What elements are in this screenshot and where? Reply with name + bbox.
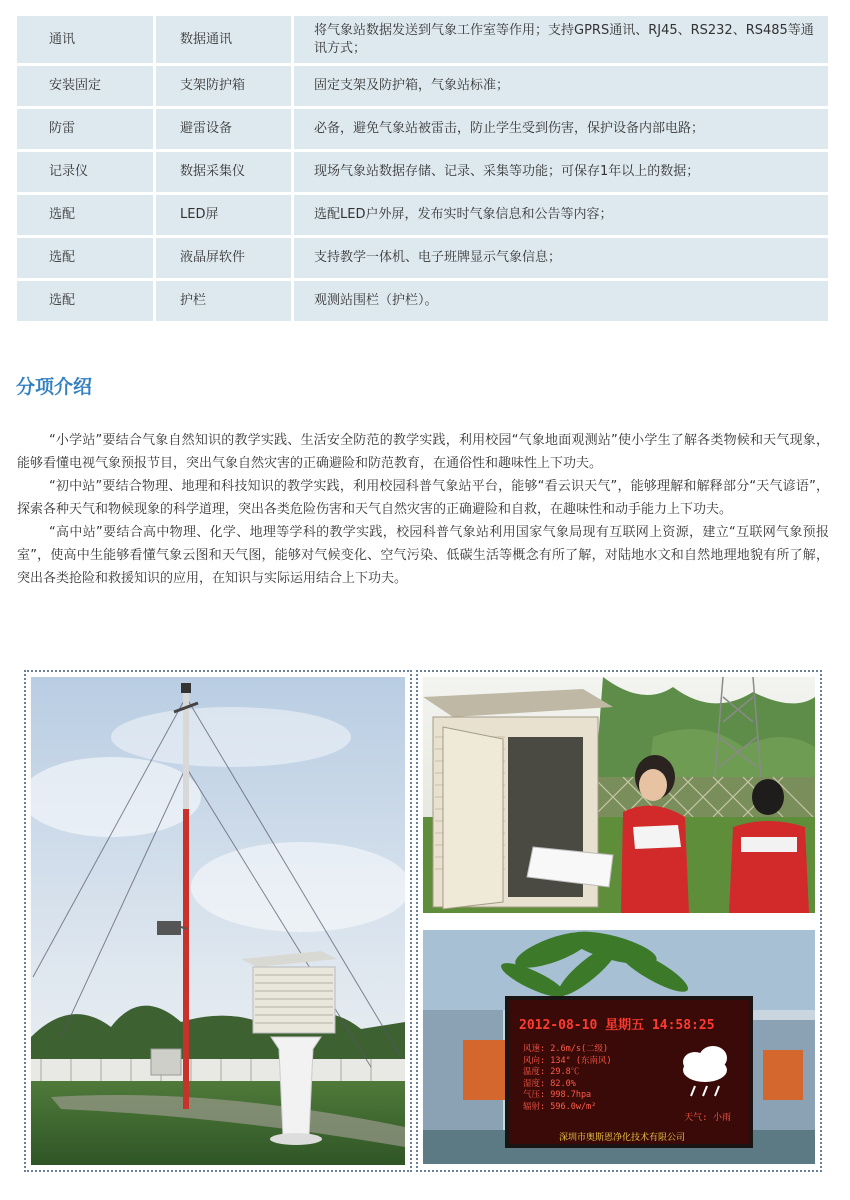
row-item: 数据采集仪 [153,152,291,192]
row-category: 记录仪 [49,164,89,179]
spec-table [17,16,828,324]
students-observing-photo [423,677,815,913]
table-row [17,16,828,63]
table-row [17,281,828,321]
led-screen [509,1000,749,1145]
row-description: 现场气象站数据存储、记录、采集等功能；可保存1年以上的数据； [291,152,828,192]
row-category: 选配 [49,250,76,265]
table-row [17,195,828,235]
table-row [17,152,828,192]
led-wind-direction: 风向: 134° (东南风) [523,1055,612,1066]
led-datetime: 2012-08-10 星期五 14:58:25 [519,1018,715,1033]
row-description: 观测站围栏（护栏）。 [291,281,828,321]
row-description: 支持教学一体机、电子班牌显示气象信息； [291,238,828,278]
row-item: 液晶屏软件 [153,238,291,278]
led-weather: 天气: 小雨 [684,1113,731,1123]
students-observation-illustration [423,677,815,913]
row-description: 固定支架及防护箱，气象站标准； [291,66,828,106]
led-humidity: 湿度: 82.0% [523,1078,576,1089]
row-item: 避雷设备 [153,109,291,149]
row-description: 必备，避免气象站被雷击，防止学生受到伤害，保护设备内部电路； [291,109,828,149]
weather-station-photo [31,677,405,1165]
photo-frame-left [24,670,412,1172]
section-title: 分项介绍 [16,376,93,398]
row-category: 通讯 [49,31,76,47]
led-display-photo [423,930,815,1164]
row-item: 数据通讯 [153,16,291,63]
row-category: 选配 [49,293,76,308]
paragraph-primary-station: “小学站”要结合气象自然知识的教学实践、生活安全防范的教学实践，利用校园“气象地面观测站”使小学生了解各类物候和天气现象，能够看懂电视气象预报节目，突出气象自然灾害的正确避险和防范教育，在通俗性和趣味性上下功夫。 [17,433,829,471]
row-item: LED屏 [153,195,291,235]
paragraph-senior-station: “高中站”要结合高中物理、化学、地理等学科的教学实践，校园科普气象站利用国家气象局现有互联网上资源，建立“互联网气象预报室”，使高中生能够看懂气象云图和天气图，能够对气候变化、空气污染、低碳生活等概念有所了解，对陆地水文和自然地理地貌有所了解，突出各类抢险和救援知识的应用，在知识与实际运用结合上下功夫。 [17,525,829,586]
paragraph-junior-station: “初中站”要结合物理、地理和科技知识的教学实践，利用校园科普气象站平台，能够“看云识天气”，能够理解和解释部分“天气谚语”，探索各种天气和物候现象的科学道理，突出各类危险伤害和天气自然灾害的正确避险和自救，在趣味性和动手能力上下功夫。 [17,479,829,517]
led-company-name: 深圳市奥斯恩净化技术有限公司 [559,1133,686,1143]
row-category: 安装固定 [49,78,102,93]
row-description: 选配LED户外屏，发布实时气象信息和公告等内容； [291,195,828,235]
weather-station-illustration [31,677,405,1165]
row-item: 护栏 [153,281,291,321]
photo-frame-right [416,670,822,1172]
intro-text [17,429,829,590]
row-item: 支架防护箱 [153,66,291,106]
led-radiation: 辐射: 596.0w/m² [523,1101,597,1112]
table-row [17,66,828,106]
led-pressure: 气压: 998.7hpa [523,1090,592,1100]
led-temperature: 温度: 29.8℃ [523,1067,580,1077]
table-row [17,109,828,149]
led-readings [523,1044,612,1113]
row-category: 防雷 [49,121,76,136]
row-description: 将气象站数据发送到气象工作室等作用；支持GPRS通讯、RJ45、RS232、RS485等通讯方式； [291,16,828,63]
led-wind-speed: 风速: 2.6m/s(二级) [523,1044,609,1054]
row-category: 选配 [49,207,76,222]
table-row [17,238,828,278]
